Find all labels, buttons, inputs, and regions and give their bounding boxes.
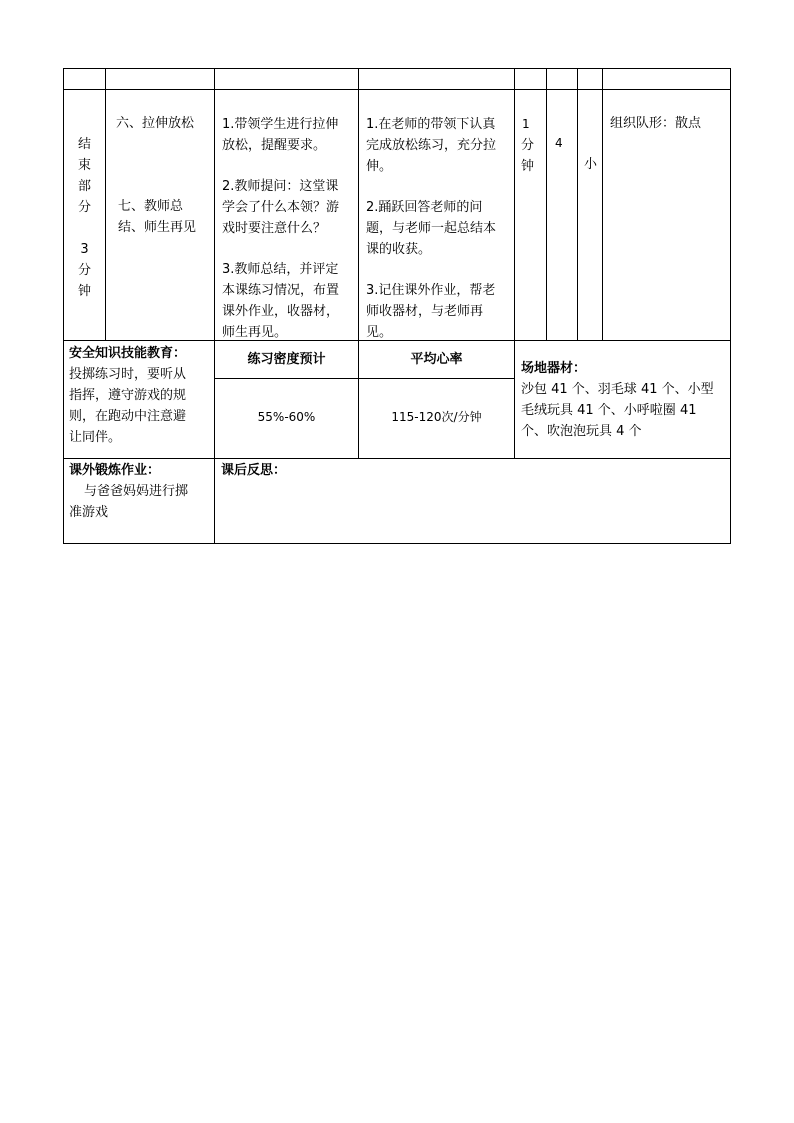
teacher-text-line: 课外作业，收器材，: [222, 304, 340, 319]
section-label-char: 钟: [77, 284, 91, 299]
stub-cell-1: [63, 68, 106, 90]
homework-text-line: 准游戏: [69, 505, 109, 520]
teacher-activity-cell: [214, 89, 359, 341]
student-activity-cell: [358, 89, 515, 341]
heart-rate-value-cell: [358, 378, 515, 459]
equipment-text-line: 个、吹泡泡玩具 4 个: [521, 424, 642, 439]
content-cell: [105, 89, 215, 341]
stub-cell-4: [358, 68, 515, 90]
reflection-title: 课后反思：: [221, 463, 287, 478]
stub-cell-2: [105, 68, 215, 90]
student-text-line: 1.在老师的带领下认真: [366, 117, 496, 132]
teacher-text-line: 放松，提醒要求。: [222, 138, 327, 153]
time-text: 1: [522, 117, 530, 131]
teacher-text-line: 师生再见。: [222, 325, 288, 340]
student-text-line: 课的收获。: [366, 242, 432, 257]
organization-text: 组织队形：散点: [610, 116, 702, 131]
safety-text-line: 则，在跑动中注意避: [69, 409, 187, 424]
heart-rate-header: 平均心率: [410, 352, 463, 367]
stub-cell-7: [577, 68, 603, 90]
stub-cell-6: [546, 68, 578, 90]
section-label-char: 束: [77, 158, 91, 173]
count-cell: [546, 89, 578, 341]
homework-text-line: 与爸爸妈妈进行掷: [84, 484, 189, 499]
count-value: 4: [555, 136, 563, 150]
density-header-cell: [214, 340, 359, 379]
time-text: 钟: [521, 159, 535, 174]
homework-title: 课外锻炼作业：: [69, 463, 161, 478]
equipment-title: 场地器材：: [521, 361, 587, 376]
section-label-char: 分: [77, 263, 91, 278]
heart-rate-header-cell: [358, 340, 515, 379]
section-label-char: 结: [77, 137, 91, 152]
teacher-text-line: 本课练习情况，布置: [222, 283, 340, 298]
student-text-line: 3.记住课外作业，帮老: [366, 283, 496, 298]
stub-cell-5: [514, 68, 547, 90]
content-item-7: 七、教师总: [118, 199, 184, 214]
student-text-line: 2.踊跃回答老师的问: [366, 200, 483, 215]
safety-title: 安全知识技能教育：: [69, 346, 187, 361]
heart-rate-value: 115-120次/分钟: [391, 410, 482, 424]
equipment-cell: [514, 340, 731, 459]
intensity-value: 小: [584, 157, 598, 172]
density-value-cell: [214, 378, 359, 459]
stub-cell-3: [214, 68, 359, 90]
safety-text-line: 投掷练习时，要听从: [69, 367, 187, 382]
intensity-cell: [577, 89, 603, 341]
reflection-cell: [214, 458, 731, 544]
time-text: 分: [521, 138, 535, 153]
content-item-6: 六、拉伸放松: [116, 116, 195, 131]
teacher-text-line: 3.教师总结，并评定: [222, 262, 339, 277]
content-item-7: 结、师生再见: [118, 220, 197, 235]
teacher-text-line: 学会了什么本领？游: [222, 200, 340, 215]
density-value: 55%-60%: [257, 410, 316, 424]
teacher-text-line: 戏时要注意什么？: [222, 221, 327, 236]
homework-cell: [63, 458, 215, 544]
section-label-cell: [63, 89, 106, 341]
section-label-char: 分: [77, 200, 91, 215]
student-text-line: 完成放松练习，充分拉: [366, 138, 497, 153]
student-text-line: 伸。: [366, 159, 393, 174]
organization-cell: [602, 89, 731, 341]
time-cell: [514, 89, 547, 341]
equipment-text-line: 毛绒玩具 41 个、小呼啦圈 41: [521, 403, 697, 418]
safety-text-line: 让同伴。: [69, 430, 122, 445]
student-text-line: 题，与老师一起总结本: [366, 221, 497, 236]
equipment-text-line: 沙包 41 个、羽毛球 41 个、小型: [521, 382, 714, 397]
teacher-text-line: 1.带领学生进行拉伸: [222, 117, 339, 132]
teacher-text-line: 2.教师提问：这堂课: [222, 179, 339, 194]
safety-cell: [63, 340, 215, 459]
section-label-char: 3: [80, 242, 89, 257]
stub-cell-8: [602, 68, 731, 90]
student-text-line: 师收器材，与老师再: [366, 304, 484, 319]
density-header: 练习密度预计: [247, 352, 326, 367]
student-text-line: 见。: [366, 325, 393, 340]
safety-text-line: 指挥，遵守游戏的规: [69, 388, 187, 403]
section-label-char: 部: [77, 179, 91, 194]
